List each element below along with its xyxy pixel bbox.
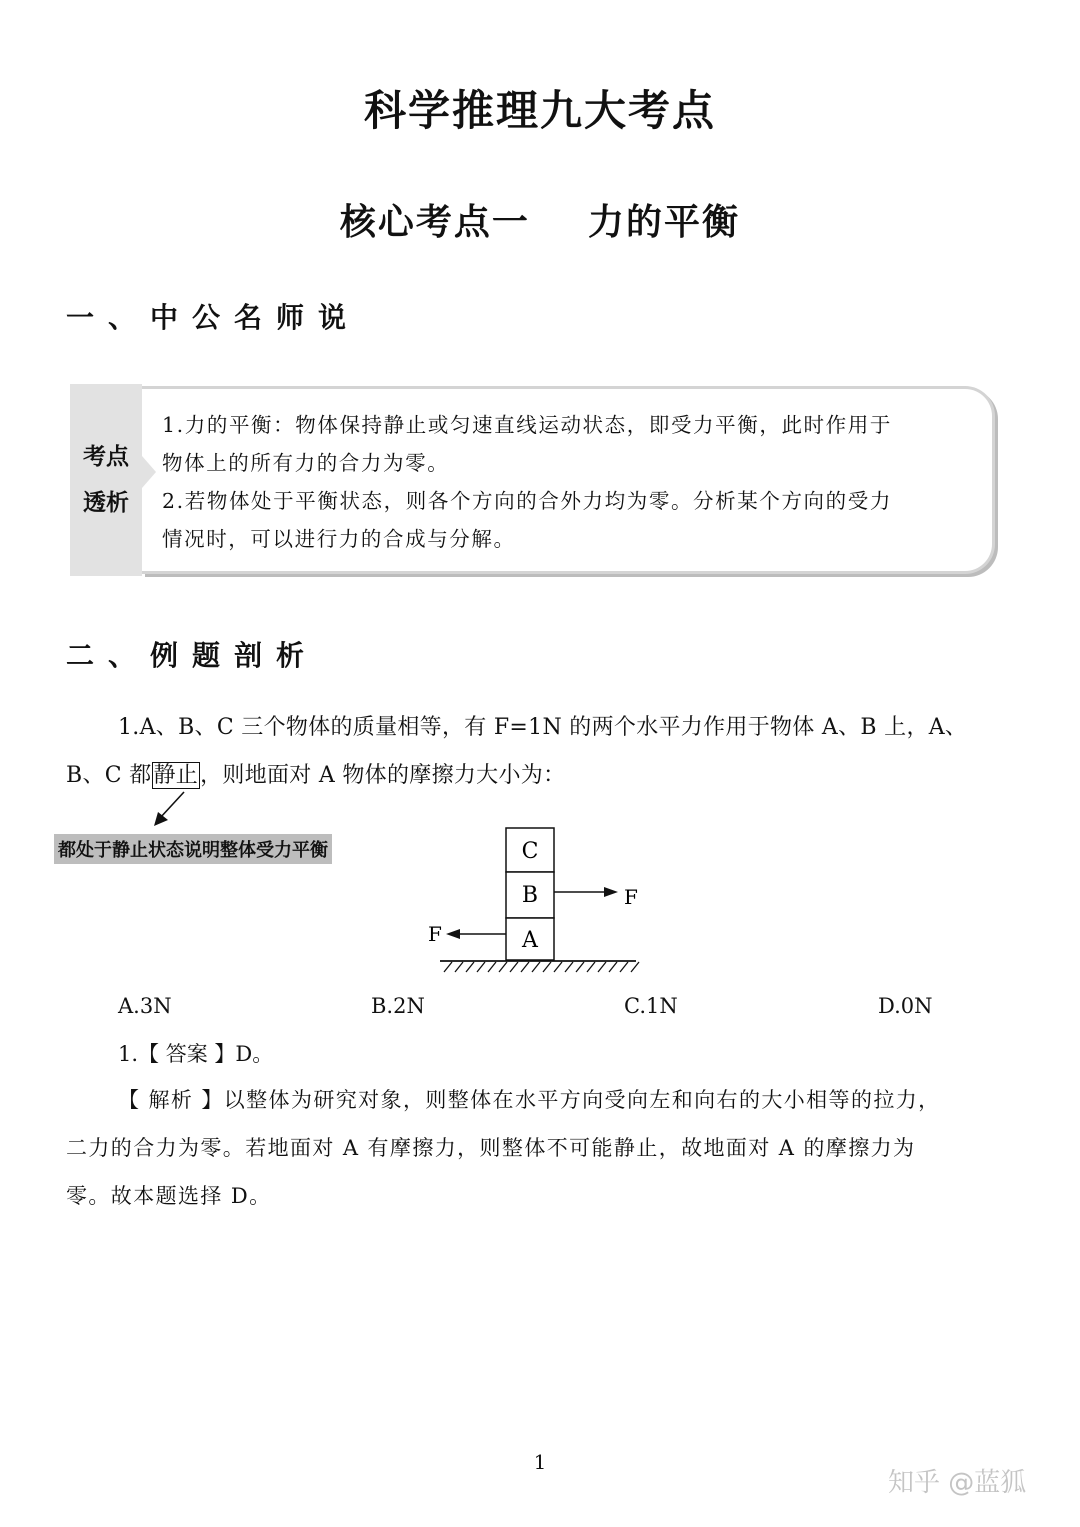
hatch-mark <box>444 962 452 972</box>
hatch-mark <box>565 962 573 972</box>
page-number: 1 <box>533 1450 547 1474</box>
explanation-line3: 零。故本题选择 D。 <box>66 1184 272 1208</box>
force-left-arrowhead <box>446 929 460 939</box>
key-point-side-panel <box>70 384 142 576</box>
hatch-mark <box>466 962 474 972</box>
explanation-line2: 二力的合力为零。若地面对 A 有摩擦力，则整体不可能静止，故地面对 A 的摩擦力为 <box>66 1136 916 1160</box>
explanation-line1: 【 解析 】以整体为研究对象，则整体在水平方向受向左和向右的大小相等的拉力， <box>118 1088 941 1112</box>
hatch-mark <box>543 962 551 972</box>
key-point-arrow-notch <box>142 456 156 488</box>
force-right-label: F <box>624 885 638 909</box>
annotation-arrow-icon <box>150 790 190 830</box>
hatch-mark <box>455 962 463 972</box>
hatch-mark <box>510 962 518 972</box>
key-point-box <box>70 384 1002 576</box>
subtitle: 核心考点一 力的平衡 <box>339 202 741 243</box>
section-heading-1: 一、中公名师说 <box>66 301 361 334</box>
boxed-keyword: 静止 <box>153 763 199 788</box>
section-heading-2: 二、例题剖析 <box>66 639 319 672</box>
hatch-mark <box>576 962 584 972</box>
watermark: 知乎 @蓝狐 <box>888 1468 1027 1498</box>
hatch-mark <box>532 962 540 972</box>
force-diagram <box>420 820 660 980</box>
main-title: 科学推理九大考点 <box>363 86 716 135</box>
option-c: C.1N <box>624 994 678 1018</box>
block-b-label: B <box>521 883 539 908</box>
hatch-mark <box>598 962 606 972</box>
hatch-mark <box>620 962 628 972</box>
question-stem-line1: 1.A、B、C 三个物体的质量相等，有 F=1N 的两个水平力作用于物体 A、B 上，A、 <box>118 715 968 740</box>
hatch-mark <box>609 962 617 972</box>
annotation-note: 都处于静止状态说明整体受力平衡 <box>54 834 332 864</box>
option-a: A.3N <box>118 994 172 1018</box>
force-left-label: F <box>428 922 442 946</box>
block-a-label: A <box>522 928 538 953</box>
key-point-text: 1.力的平衡：物体保持静止或匀速直线运动状态，即受力平衡，此时作用于 物体上的所有力的合力为零。 2.若物体处于平衡状态，则各个方向的合外力均为零。分析某个方向的受力 情况时，可以进行力的合成与分解。 <box>162 413 892 551</box>
option-b: B.2N <box>371 994 425 1018</box>
option-d: D.0N <box>878 994 933 1018</box>
hatch-mark <box>499 962 507 972</box>
hatch-mark <box>477 962 485 972</box>
question-stem-line2: B、C 都静止，则地面对 A 物体的摩擦力大小为： <box>66 763 566 788</box>
hatch-mark <box>554 962 562 972</box>
hatch-mark <box>631 962 639 972</box>
hatch-mark <box>488 962 496 972</box>
hatch-mark <box>587 962 595 972</box>
block-c-label: C <box>521 839 539 864</box>
ground-hatching <box>444 962 639 972</box>
key-point-label: 考点 透析 <box>83 444 129 516</box>
hatch-mark <box>521 962 529 972</box>
force-right-arrowhead <box>604 887 618 897</box>
answer-line: 1.【 答案 】D。 <box>118 1042 274 1066</box>
